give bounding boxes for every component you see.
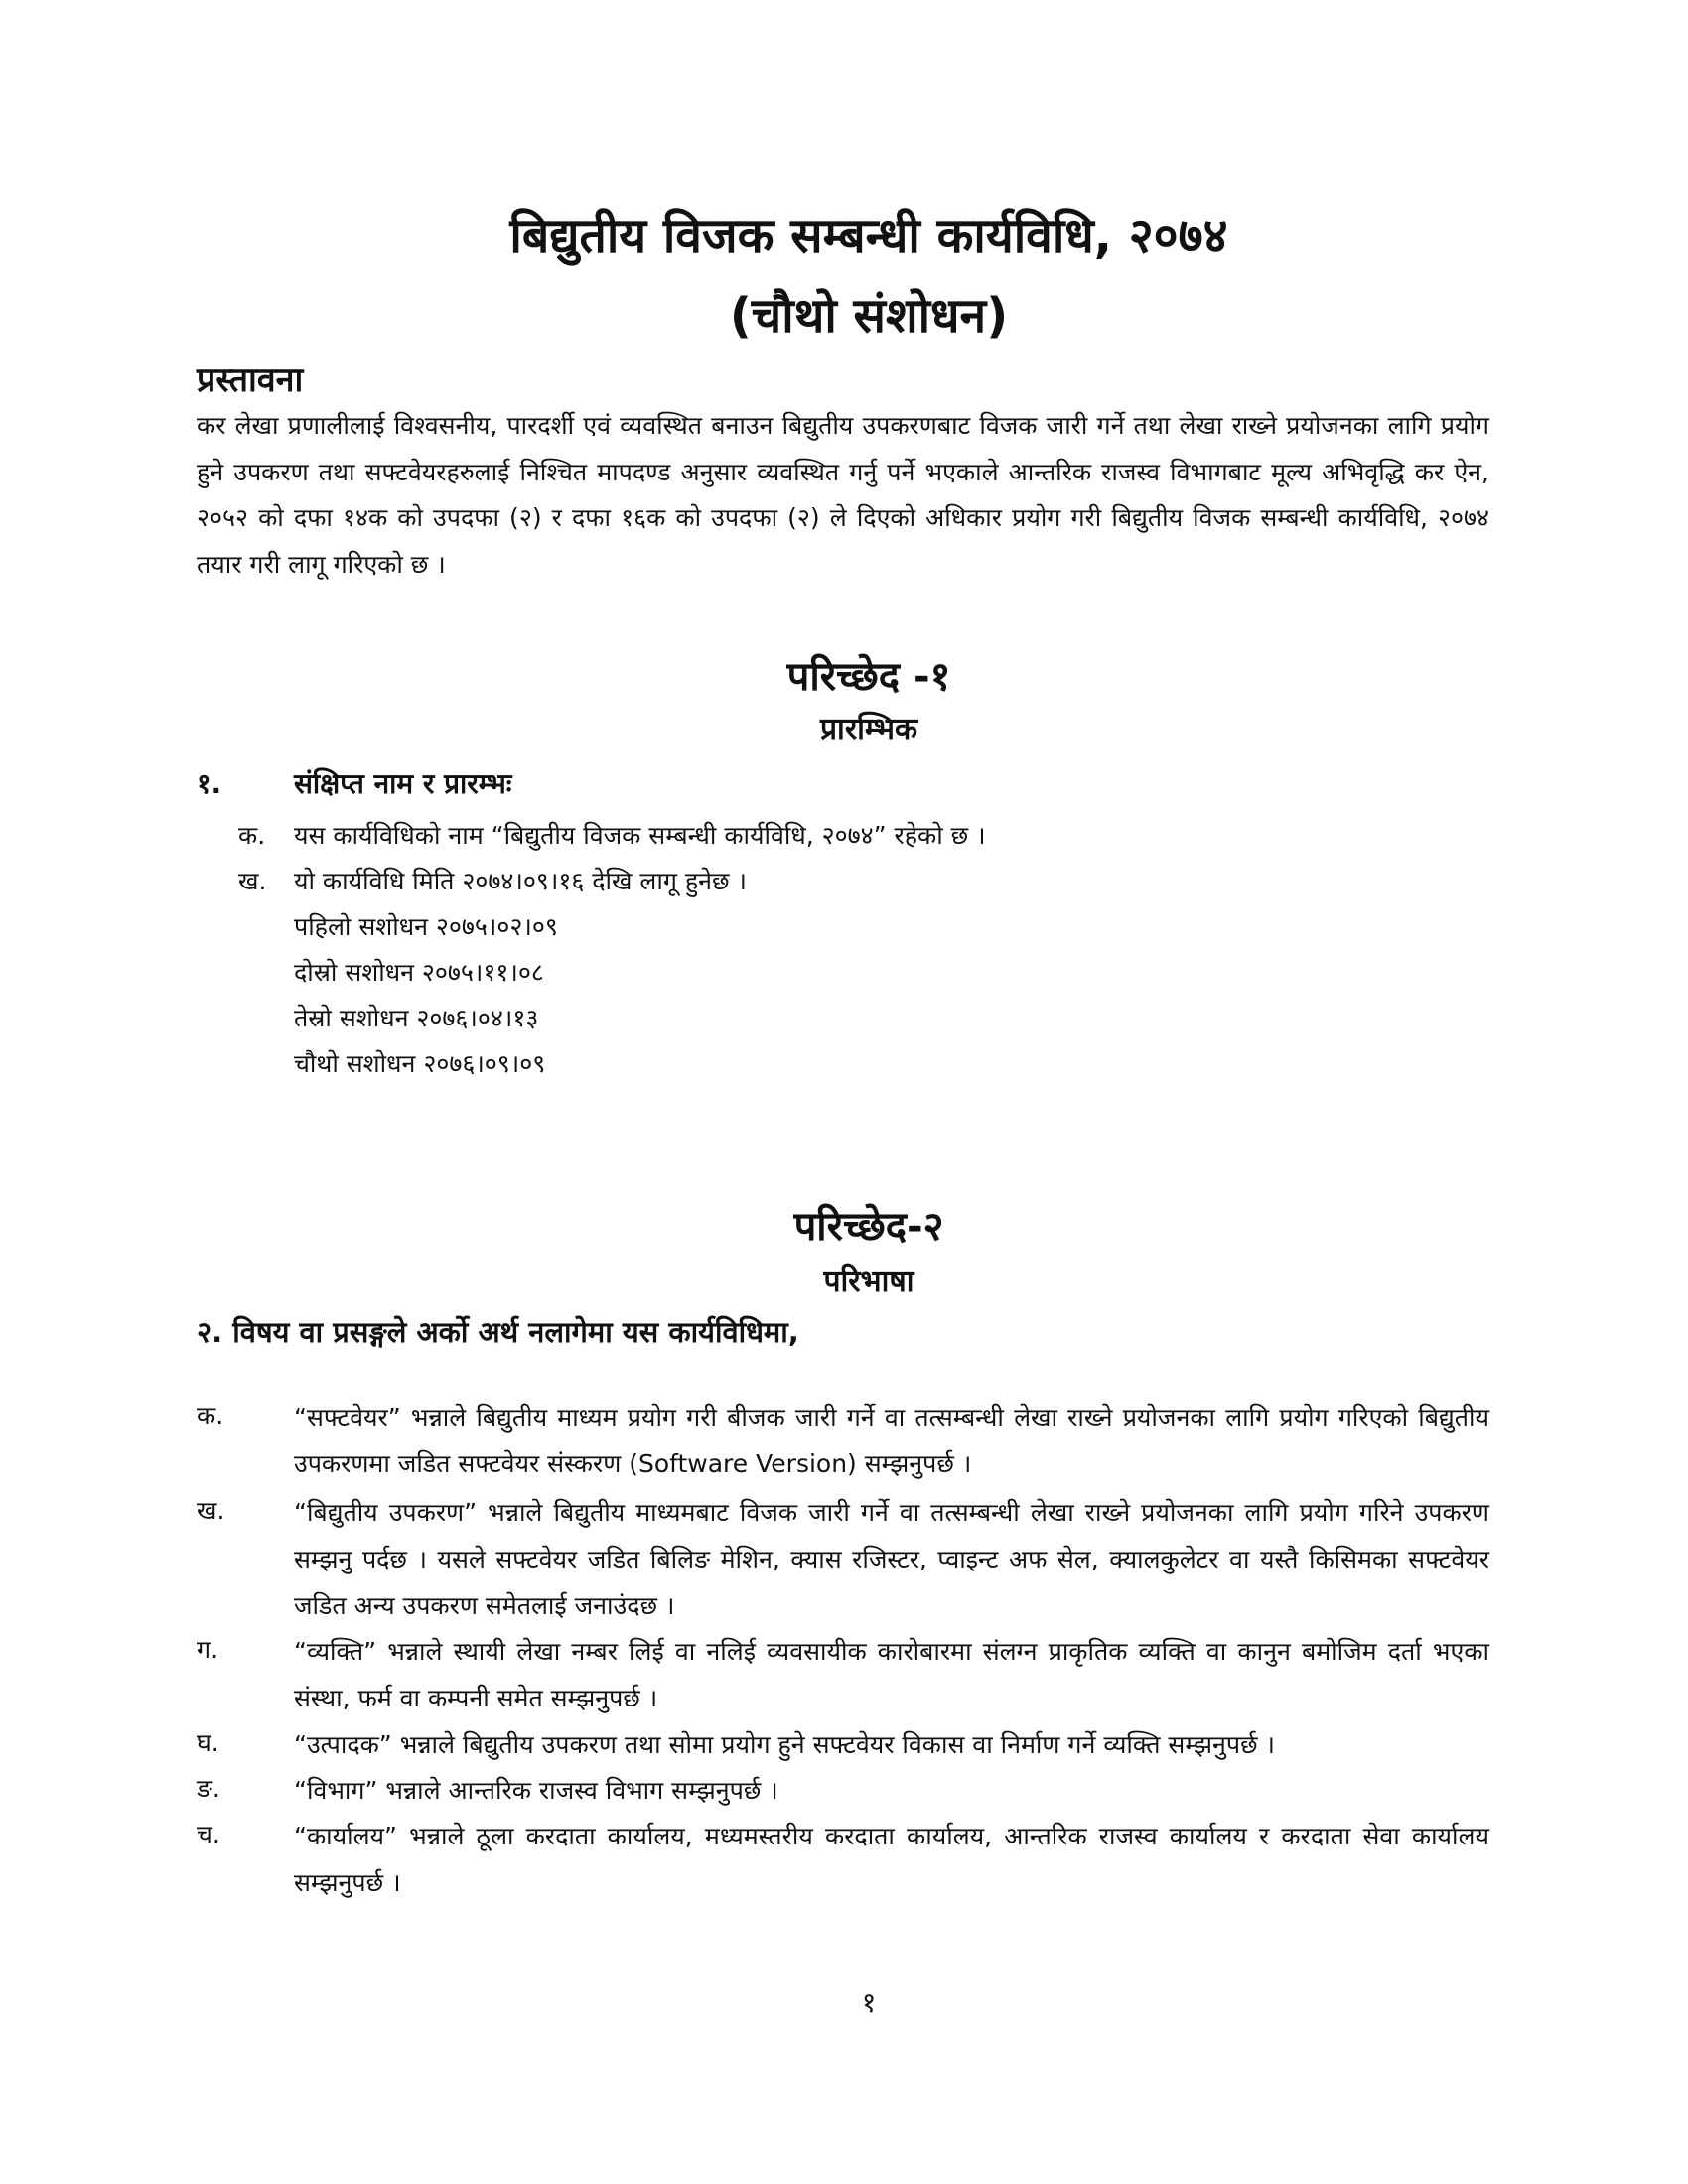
definition-text: “उत्पादक” भन्नाले बिद्युतीय उपकरण तथा सोमा प्रयोग हुने सफ्टवेयर विकास वा निर्माण गर्ने व्यक्ति सम्झनुपर्छ ।: [294, 1730, 1276, 1759]
chapter2-heading: परिच्छेद-२: [793, 1204, 944, 1250]
document-subtitle: (चौथो संशोधन): [729, 288, 1009, 343]
definition-text: “व्यक्ति” भन्नाले स्थायी लेखा नम्बर लिई वा नलिई व्यवसायीक कारोबारमा संलग्न प्राकृतिक व्यक्ति वा कानुन बमोजिम दर्ता भएका संस्था, फर्म वा कम्पनी समेत सम्झनुपर्छ ।: [294, 1637, 1489, 1712]
definition-marker: क.: [197, 1401, 224, 1430]
definition-marker: घ.: [197, 1728, 219, 1757]
chapter1-item-text: यो कार्यविधि मिति २०७४।०९।१६ देखि लागू हुनेछ ।: [294, 867, 747, 895]
section2-title: २. विषय वा प्रसङ्गले अर्को अर्थ नलागेमा यस कार्यविधिमा,: [197, 1315, 799, 1349]
definition-marker: ग.: [197, 1635, 219, 1664]
chapter1-heading: परिच्छेद -१: [786, 654, 951, 700]
amendment-line: पहिलो सशोधन २०७५।०२।०९: [294, 912, 558, 941]
definition-text: “विभाग” भन्नाले आन्तरिक राजस्व विभाग सम्झनुपर्छ ।: [294, 1776, 778, 1805]
definition-text: “बिद्युतीय उपकरण” भन्नाले बिद्युतीय माध्यमबाट विजक जारी गर्ने वा तत्सम्बन्धी लेखा राख्ने प्रयोजनका लागि प्रयोग गरिने उपकरण सम्झनु पर्दछ । यसले सफ्टवेयर जडित बिलिङ मेशिन, क्यास रजिस्टर, प्वाइन्ट अफ सेल, क्यालकुलेटर वा यस्तै किसिमका सफ्टवेयर जडित अन्य उपकरण समेतलाई जनाउंदछ ।: [294, 1498, 1489, 1620]
amendment-line: चौथो सशोधन २०७६।०९।०९: [294, 1049, 546, 1078]
document-title: बिद्युतीय विजक सम्बन्धी कार्यविधि, २०७४: [509, 208, 1228, 264]
page-number: १: [861, 1986, 877, 2019]
chapter1-subheading: प्रारम्भिक: [819, 712, 917, 747]
preamble-heading: प्रस्तावना: [197, 360, 304, 400]
amendment-line: दोस्रो सशोधन २०७५।११।०८: [294, 958, 544, 987]
preamble-text: कर लेखा प्रणालीलाई विश्वसनीय, पारदर्शी एवं व्यवस्थित बनाउन बिद्युतीय उपकरणबाट विजक जारी गर्ने तथा लेखा राख्ने प्रयोजनका लागि प्रयोग हुने उपकरण तथा सफ्टवेयरहरुलाई निश्चित मापदण्ड अनुसार व्यवस्थित गर्नु पर्ने भएकाले आन्तरिक राजस्व विभागबाट मूल्य अभिवृद्धि कर ऐन, २०५२ को दफा १४क को उपदफा (२) र दफा १६क को उपदफा (२) ले दिएको अधिकार प्रयोग गरी बिद्युतीय विजक सम्बन्धी कार्यविधि, २०७४ तयार गरी लागू गरिएको छ ।: [197, 411, 1489, 579]
chapter2-subheading: परिभाषा: [823, 1264, 914, 1298]
definition-text: “सफ्टवेयर” भन्नाले बिद्युतीय माध्यम प्रयोग गरी बीजक जारी गर्ने वा तत्सम्बन्धी लेखा राख्ने प्रयोजनका लागि प्रयोग गरिएको बिद्युतीय उपकरणमा जडित सफ्टवेयर संस्करण (Software Version) सम्झनुपर्छ ।: [294, 1403, 1489, 1478]
chapter1-item-text: यस कार्यविधिको नाम “बिद्युतीय विजक सम्बन्धी कार्यविधि, २०७४” रहेको छ ।: [294, 821, 986, 850]
definition-marker: ख.: [197, 1496, 225, 1525]
definition-text: “कार्यालय” भन्नाले ठूला करदाता कार्यालय, मध्यमस्तरीय करदाता कार्यालय, आन्तरिक राजस्व कार्यालय र करदाता सेवा कार्यालय सम्झनुपर्छ ।: [294, 1822, 1489, 1897]
section1-title: संक्षिप्त नाम र प्रारम्भः: [294, 767, 512, 800]
definition-marker: च.: [197, 1820, 220, 1848]
chapter1-item-marker: क.: [238, 821, 266, 850]
amendment-line: तेस्रो सशोधन २०७६।०४।१३: [294, 1004, 539, 1032]
section1-number: १.: [197, 767, 222, 800]
definition-marker: ङ.: [197, 1774, 220, 1803]
chapter1-item-marker: ख.: [238, 867, 267, 895]
